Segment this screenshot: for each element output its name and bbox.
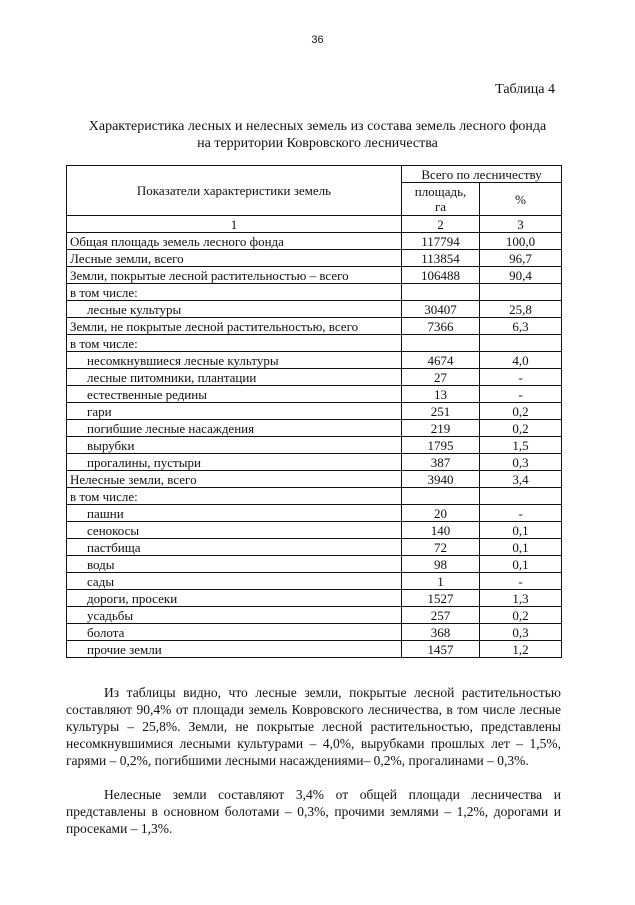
row-label: пашни <box>67 505 402 522</box>
row-label: в том числе: <box>67 335 402 352</box>
table-row <box>67 624 562 641</box>
table-label: Таблица 4 <box>495 82 555 97</box>
table-row <box>67 573 562 590</box>
table-row <box>67 607 562 624</box>
row-label: Земли, покрытые лесной растительностью – всего <box>67 267 402 284</box>
table-title <box>40 118 595 152</box>
table-row <box>67 284 562 301</box>
row-label: сады <box>67 573 402 590</box>
row-percent: 0,2 <box>480 403 562 420</box>
row-percent <box>480 488 562 505</box>
row-area: 387 <box>402 454 480 471</box>
row-area: 113854 <box>402 250 480 267</box>
table-row <box>67 267 562 284</box>
table-row <box>67 318 562 335</box>
row-label: усадьбы <box>67 607 402 624</box>
table-row <box>67 420 562 437</box>
row-percent: 1,5 <box>480 437 562 454</box>
title-line-2: на территории Ковровского лесничества <box>197 136 438 151</box>
row-percent <box>480 335 562 352</box>
table-row <box>67 335 562 352</box>
row-area: 1527 <box>402 590 480 607</box>
row-label: Общая площадь земель лесного фонда <box>67 233 402 250</box>
paragraph-2: Нелесные земли составляют 3,4% от общей площади лесничества и представлены в основном болотами – 0,3%, прочими землями – 1,2%, дорогами и просеками – 1,3%. <box>66 787 561 836</box>
table-row <box>67 369 562 386</box>
row-label: естественные редины <box>67 386 402 403</box>
row-percent: 0,3 <box>480 624 562 641</box>
row-area: 7366 <box>402 318 480 335</box>
row-area: 27 <box>402 369 480 386</box>
row-label: воды <box>67 556 402 573</box>
col-number-3: 3 <box>480 216 562 233</box>
table-row <box>67 590 562 607</box>
header-indicator: Показатели характеристики земель <box>67 166 402 216</box>
row-area <box>402 335 480 352</box>
paragraph-1: Из таблицы видно, что лесные земли, покрытые лесной растительностью составляют 90,4% от площади земель Ковровского лесничества, в том числе лесные культуры – 25,8%. Земли, не покрытые лесной растительностью, представлены несомкнувшимися лесными культурами – 4,0%, вырубками прошлых лет – 1,5%, гарями – 0,2%, погибшими лесными насаждениями– 0,2%, прогалинами – 0,3%. <box>66 685 561 768</box>
row-percent: 1,2 <box>480 641 562 658</box>
header-total: Всего по лесничеству <box>402 166 562 183</box>
row-percent: 0,2 <box>480 420 562 437</box>
row-percent: - <box>480 386 562 403</box>
row-label: в том числе: <box>67 488 402 505</box>
row-label: вырубки <box>67 437 402 454</box>
row-label: Нелесные земли, всего <box>67 471 402 488</box>
row-percent: 3,4 <box>480 471 562 488</box>
row-percent: 0,1 <box>480 539 562 556</box>
row-area: 251 <box>402 403 480 420</box>
row-area: 3940 <box>402 471 480 488</box>
row-label: в том числе: <box>67 284 402 301</box>
table-row <box>67 556 562 573</box>
row-percent: - <box>480 369 562 386</box>
col-number-2: 2 <box>402 216 480 233</box>
row-percent: 0,1 <box>480 556 562 573</box>
row-label: прогалины, пустыри <box>67 454 402 471</box>
row-area: 13 <box>402 386 480 403</box>
row-percent: - <box>480 573 562 590</box>
table-row <box>67 471 562 488</box>
table-row <box>67 522 562 539</box>
row-percent: 1,3 <box>480 590 562 607</box>
table-row <box>67 505 562 522</box>
title-line-1: Характеристика лесных и нелесных земель из состава земель лесного фонда <box>88 119 547 134</box>
row-percent: 0,1 <box>480 522 562 539</box>
table-row <box>67 403 562 420</box>
table-row <box>67 233 562 250</box>
row-label: прочие земли <box>67 641 402 658</box>
row-label: болота <box>67 624 402 641</box>
row-label: пастбища <box>67 539 402 556</box>
header-area: площадь, га <box>402 183 480 216</box>
row-area: 106488 <box>402 267 480 284</box>
row-label: Земли, не покрытые лесной растительностью, всего <box>67 318 402 335</box>
row-area: 72 <box>402 539 480 556</box>
row-area: 257 <box>402 607 480 624</box>
table-row <box>67 488 562 505</box>
table-row <box>67 386 562 403</box>
row-area: 20 <box>402 505 480 522</box>
row-area <box>402 284 480 301</box>
row-percent: 25,8 <box>480 301 562 318</box>
row-percent: - <box>480 505 562 522</box>
row-label: дороги, просеки <box>67 590 402 607</box>
table-row <box>67 250 562 267</box>
row-percent: 4,0 <box>480 352 562 369</box>
col-number-1: 1 <box>67 216 402 233</box>
row-area: 98 <box>402 556 480 573</box>
header-percent: % <box>480 183 562 216</box>
table-row <box>67 437 562 454</box>
row-percent: 6,3 <box>480 318 562 335</box>
row-percent: 0,3 <box>480 454 562 471</box>
row-label: Лесные земли, всего <box>67 250 402 267</box>
row-area: 140 <box>402 522 480 539</box>
row-area: 1795 <box>402 437 480 454</box>
row-area: 368 <box>402 624 480 641</box>
row-label: погибшие лесные насаждения <box>67 420 402 437</box>
row-percent: 0,2 <box>480 607 562 624</box>
row-percent: 90,4 <box>480 267 562 284</box>
row-label: сенокосы <box>67 522 402 539</box>
row-percent: 100,0 <box>480 233 562 250</box>
row-percent: 96,7 <box>480 250 562 267</box>
row-label: лесные культуры <box>67 301 402 318</box>
row-area: 4674 <box>402 352 480 369</box>
table-row <box>67 301 562 318</box>
table-row <box>67 454 562 471</box>
row-label: лесные питомники, плантации <box>67 369 402 386</box>
table-row <box>67 539 562 556</box>
table-row <box>67 352 562 369</box>
row-area: 117794 <box>402 233 480 250</box>
row-area: 1457 <box>402 641 480 658</box>
row-label: несомкнувшиеся лесные культуры <box>67 352 402 369</box>
row-area <box>402 488 480 505</box>
row-area: 1 <box>402 573 480 590</box>
land-characteristics-table <box>66 165 562 658</box>
table-row <box>67 641 562 658</box>
row-area: 219 <box>402 420 480 437</box>
row-percent <box>480 284 562 301</box>
row-label: гари <box>67 403 402 420</box>
page-number: 36 <box>311 34 324 46</box>
row-area: 30407 <box>402 301 480 318</box>
